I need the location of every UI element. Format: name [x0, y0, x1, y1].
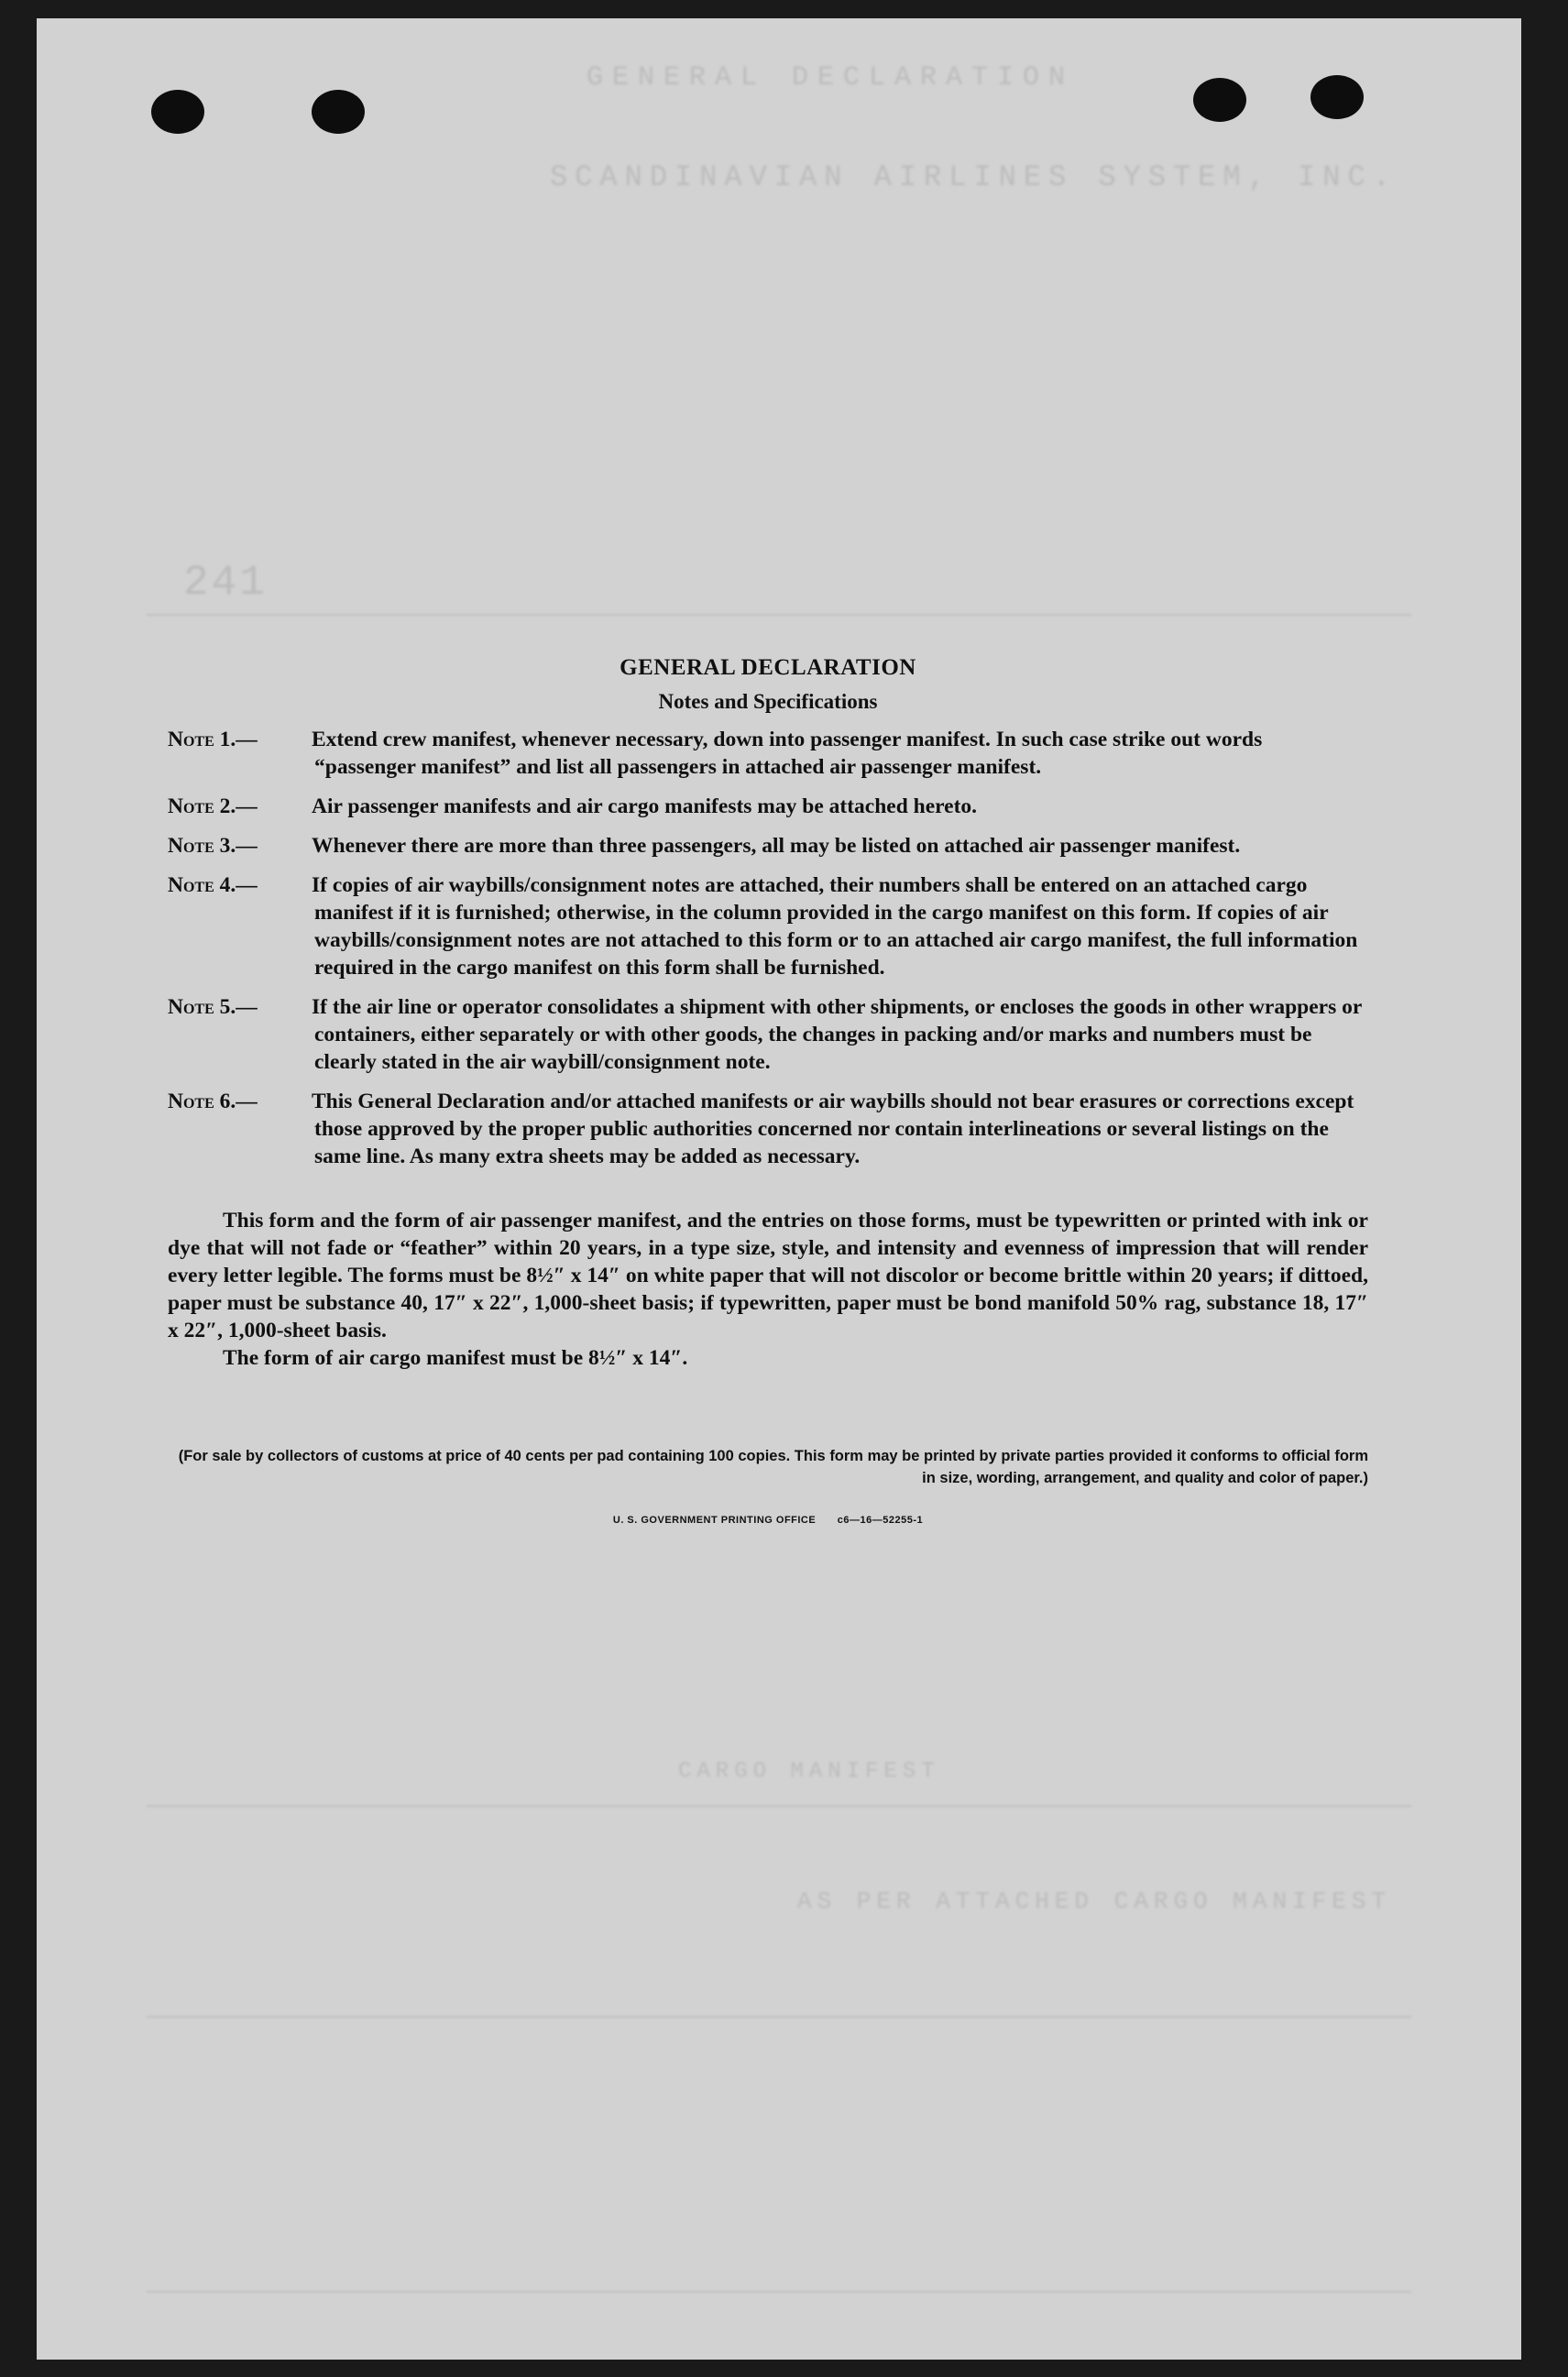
note-text: Air passenger manifests and air cargo manifests may be attached hereto.	[312, 794, 978, 818]
bleed-through-rule	[147, 2016, 1411, 2018]
note-text: Whenever there are more than three passengers, all may be listed on attached air passenger manifest.	[312, 834, 1241, 858]
bleed-through-rule	[147, 614, 1411, 616]
bleed-through-section: CARGO MANIFEST	[678, 1759, 940, 1784]
note-item	[168, 1088, 1368, 1170]
bleed-through-rule	[147, 1805, 1411, 1807]
form-specification-paragraph: This form and the form of air passenger manifest, and the entries on those forms, must be typewritten or printed with ink or dye that will not fade or “feather” within 20 years, in a type size, style, and intensity and evenness of impression that will render every letter legible. The forms must be 8½″ x 14″ on white paper that will not discolor or become brittle within 20 years; if dittoed, paper must be substance 40, 17″ x 22″, 1,000-sheet basis; if typewritten, paper must be bond manifold 50% rag, substance 18, 17″ x 22″, 1,000-sheet basis.	[168, 1209, 1368, 1342]
note-item	[168, 793, 1368, 820]
bleed-through-number: 241	[183, 559, 268, 607]
note-label: Note 4.—	[168, 873, 258, 897]
declaration-notes	[168, 639, 1368, 1526]
note-item	[168, 871, 1368, 981]
bleed-through-attached: AS PER ATTACHED CARGO MANIFEST	[797, 1888, 1392, 1915]
note-text: This General Declaration and/or attached manifests or air waybills should not bear erasures or corrections except those approved by the proper public authorities concerned nor contain interlineations or several listings on the same line. As many extra sheets may be added as necessary.	[312, 1090, 1354, 1168]
note-label: Note 2.—	[168, 794, 258, 818]
punch-hole	[312, 90, 365, 134]
note-item	[168, 726, 1368, 781]
note-label: Note 5.—	[168, 995, 258, 1019]
printer-imprint	[168, 1515, 1368, 1526]
note-text: Extend crew manifest, whenever necessary, down into passenger manifest. In such case strike out words “passenger manifest” and list all passengers in attached air passenger manifest.	[312, 728, 1263, 779]
bleed-through-header: GENERAL DECLARATION	[587, 62, 1075, 93]
printing-office: U. S. GOVERNMENT PRINTING OFFICE	[612, 1515, 817, 1526]
punch-hole	[1193, 78, 1246, 122]
note-item	[168, 993, 1368, 1076]
page-title: GENERAL DECLARATION	[620, 655, 916, 680]
bleed-through-operator: SCANDINAVIAN AIRLINES SYSTEM, INC.	[550, 160, 1398, 194]
note-label: Note 3.—	[168, 834, 258, 858]
print-code: c6—16—52255-1	[837, 1515, 924, 1526]
note-text: If copies of air waybills/consignment notes are attached, their numbers shall be entered on an attached cargo manifest if it is furnished; otherwise, in the column provided in the cargo manifest on this form. If copies of air waybills/consignment notes are not attached to this form or to an attached air cargo manifest, the full information required in the cargo manifest on this form shall be furnished.	[312, 873, 1358, 980]
note-label: Note 1.—	[168, 728, 258, 751]
document-page	[37, 18, 1521, 2360]
bleed-through-rule	[147, 2291, 1411, 2293]
punch-hole	[1310, 75, 1364, 119]
sale-note: (For sale by collectors of customs at price of 40 cents per pad containing 100 copies. This form may be printed by private parties provided it conforms to official form in size, wording, arrangement, and quality and color of paper.)	[178, 1448, 1368, 1486]
punch-hole	[151, 90, 204, 134]
note-label: Note 6.—	[168, 1090, 258, 1113]
cargo-manifest-size-note: The form of air cargo manifest must be 8½″ x 14″.	[223, 1346, 688, 1370]
note-item	[168, 832, 1368, 860]
page-subtitle: Notes and Specifications	[658, 690, 878, 713]
note-text: If the air line or operator consolidates a shipment with other shipments, or encloses the goods in other wrappers or containers, either separately or with other goods, the changes in packing and/or marks and numbers must be clearly stated in the air waybill/consignment note.	[312, 995, 1362, 1074]
